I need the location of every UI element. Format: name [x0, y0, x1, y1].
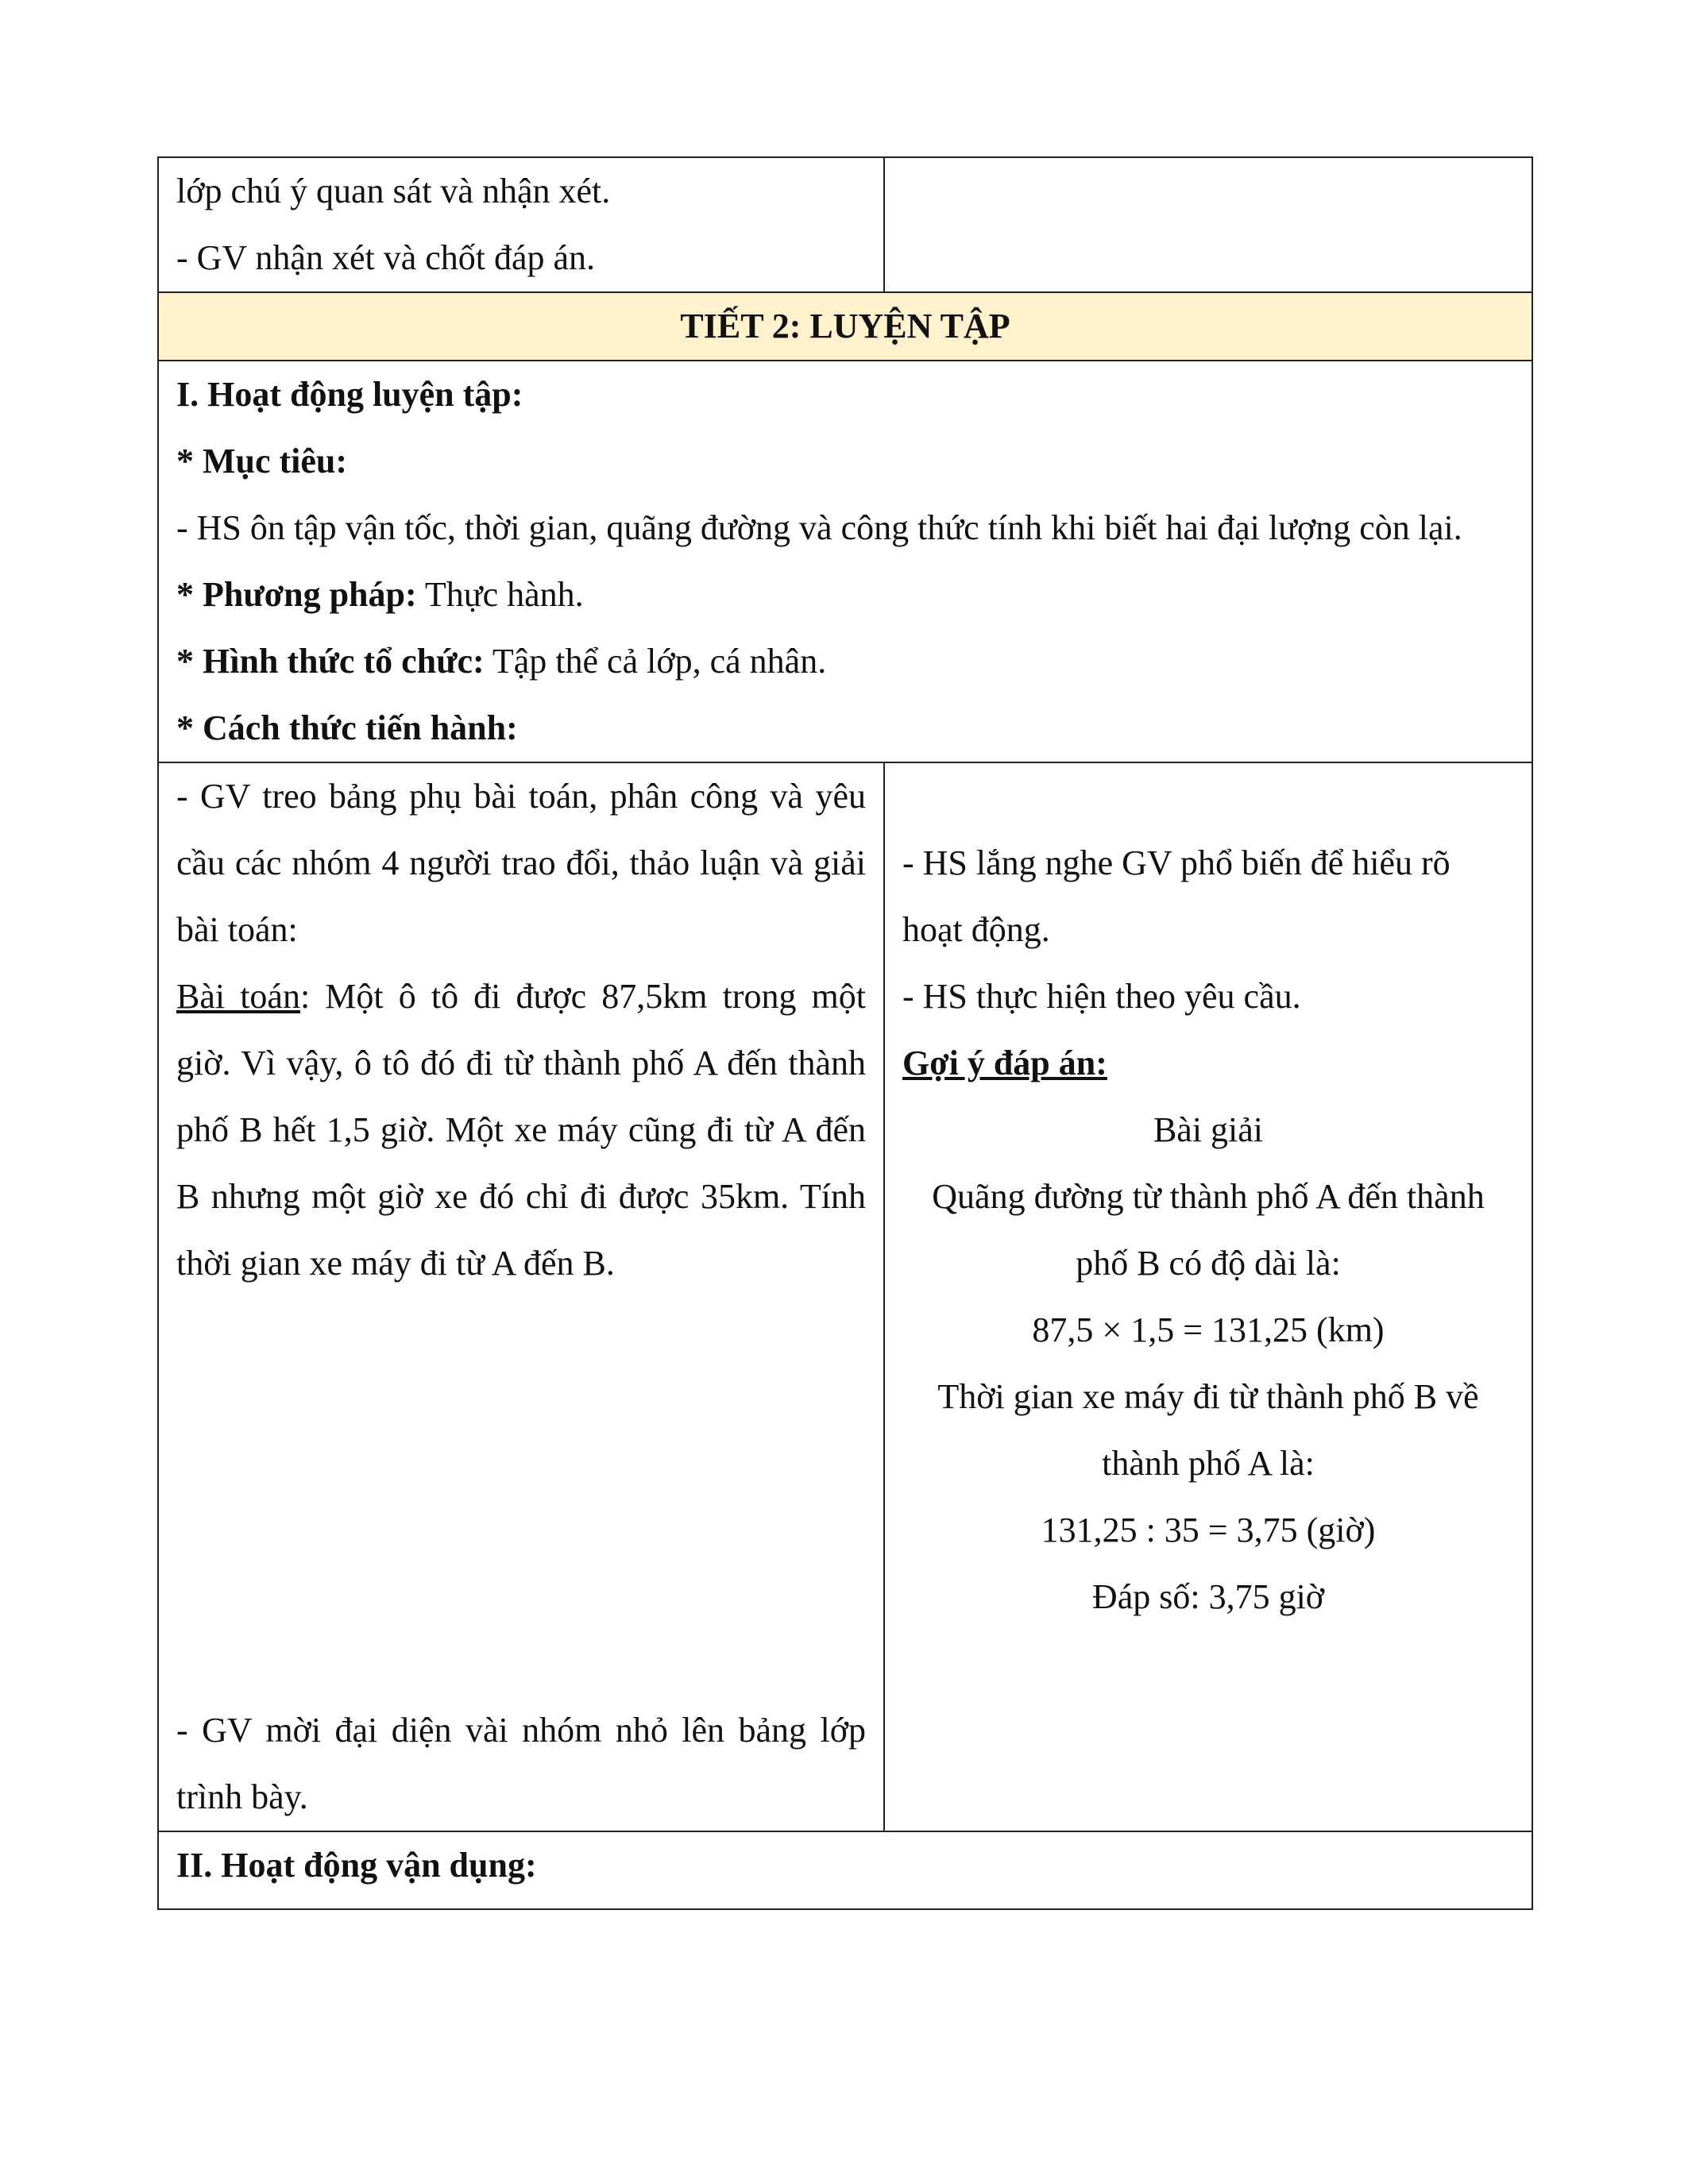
form-label: * Hình thức tổ chức:: [176, 642, 485, 681]
application-heading: II. Hoạt động vận dụng:: [176, 1846, 537, 1885]
solution-title: Bài giải: [1153, 1110, 1264, 1149]
section-title-row: [158, 292, 1532, 361]
blank-space: [176, 1630, 866, 1697]
objective-text: - HS ôn tập vận tốc, thời gian, quãng đường và công thức tính khi biết hai đại lượng còn lại.: [176, 508, 1462, 547]
continuation-right-cell: [884, 157, 1532, 292]
practice-info-cell: [158, 361, 1532, 762]
continuation-left-cell: [158, 157, 884, 292]
form-value: Tập thể cả lớp, cá nhân.: [484, 642, 827, 681]
application-row: [158, 1831, 1532, 1909]
observe-line: lớp chú ý quan sát và nhận xét.: [176, 172, 611, 210]
blank-space: [902, 763, 1514, 830]
form-line: [176, 628, 1514, 695]
teacher-activity-cell: [158, 762, 884, 1831]
teacher-invite: - GV mời đại diện vài nhóm nhỏ lên bảng lớp trình bày.: [176, 1711, 866, 1816]
solution-calc-2: 131,25 : 35 = 3,75 (giờ): [1041, 1511, 1376, 1549]
method-label: * Phương pháp:: [176, 575, 417, 614]
solution-answer: Đáp số: 3,75 giờ: [1091, 1577, 1325, 1616]
method-value: Thực hành.: [416, 575, 584, 614]
blank-space: [176, 1430, 866, 1497]
problem-text: : Một ô tô đi được 87,5km trong một giờ. Vì vậy, ô tô đó đi từ thành phố A đến thành phố B hết 1,5 giờ. Một xe máy cũng đi từ A đến B nhưng một giờ xe đó chỉ đi được 35km. Tính thời gian xe máy đi từ A đến B.: [176, 977, 867, 1283]
teacher-intro: - GV treo bảng phụ bài toán, phân công và yêu cầu các nhóm 4 người trao đổi, thảo luận và giải bài toán:: [176, 777, 866, 949]
procedure-label: * Cách thức tiến hành:: [176, 708, 518, 747]
student-activity-cell: [884, 762, 1532, 1831]
practice-info-row: [158, 361, 1532, 762]
lesson-plan-table: [157, 156, 1533, 1910]
problem-label: Bài toán: [176, 977, 300, 1016]
student-listen: - HS lắng nghe GV phổ biến để hiểu rõ hoạt động.: [902, 843, 1450, 949]
blank-space: [176, 1564, 866, 1630]
solution-calc-1: 87,5 × 1,5 = 131,25 (km): [1032, 1310, 1385, 1349]
hint-label: Gợi ý đáp án:: [902, 1044, 1107, 1082]
solution-line-1: Quãng đường từ thành phố A đến thành phố B có độ dài là:: [932, 1177, 1485, 1283]
solution-line-2: Thời gian xe máy đi từ thành phố B về thành phố A là:: [937, 1377, 1479, 1483]
teacher-conclude-line: - GV nhận xét và chốt đáp án.: [176, 238, 596, 277]
application-cell: [158, 1831, 1532, 1909]
blank-space: [176, 1297, 866, 1364]
practice-heading: I. Hoạt động luyện tập:: [176, 375, 523, 414]
objective-label: * Mục tiêu:: [176, 442, 348, 480]
blank-space: [176, 1497, 866, 1564]
problem-paragraph: [176, 963, 866, 1297]
blank-space: [176, 1364, 866, 1430]
student-do: - HS thực hiện theo yêu cầu.: [902, 977, 1301, 1016]
method-line: [176, 561, 1514, 628]
section-title: TIẾT 2: LUYỆN TẬP: [158, 292, 1532, 361]
activity-row: [158, 762, 1532, 1831]
continuation-row: [158, 157, 1532, 292]
